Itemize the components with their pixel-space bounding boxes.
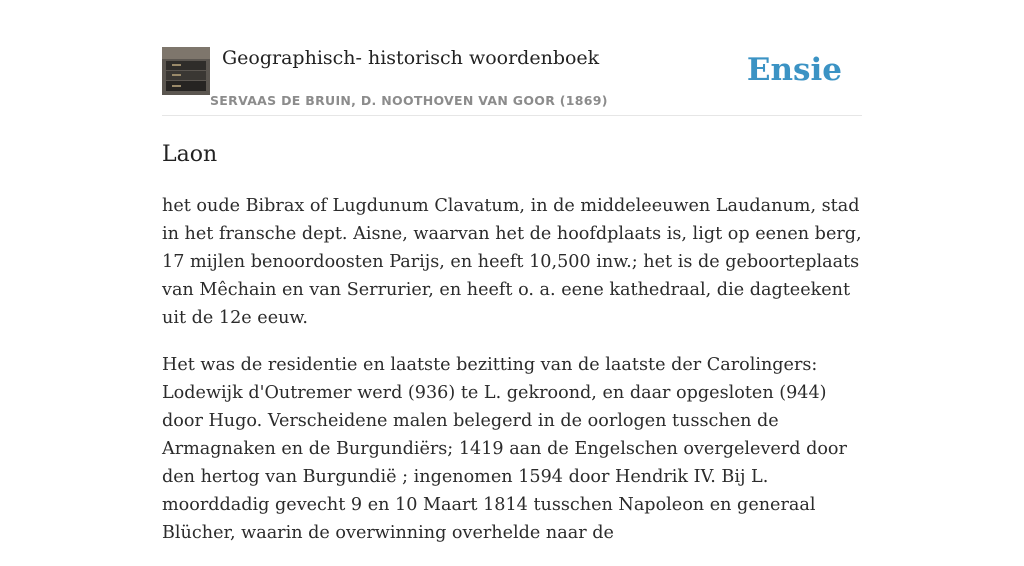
entry-paragraph: Het was de residentie en laatste bezitting van de laatste der Carolingers: Lodewijk d'Outremer werd (936) te L. gekroond, en daar opgesloten (944) door Hugo. Verscheidene malen belegerd in de oorlogen tusschen de Armagnaken en de Burgundiërs; 1419 aan de Engelschen overgeleverd door den hertog van Burgundië ; ingenomen 1594 door Hendrik IV. Bij L. moorddadig gevecht 9 en 10 Maart 1814 tusschen Napoleon en generaal Blücher, waarin de overwinning overhelde naar de — [162, 355, 847, 543]
book-stack-icon — [162, 47, 210, 95]
entry-body — [162, 192, 862, 566]
book-cover-avatar[interactable] — [162, 47, 210, 95]
entry-title: Laon — [162, 142, 218, 167]
entry-paragraph: het oude Bibrax of Lugdunum Clavatum, in de middeleeuwen Laudanum, stad in het fransche dept. Aisne, waarvan het de hoofdplaats is, ligt op eenen berg, 17 mijlen benoordoosten Parijs, en heeft 10,500 inw.; het is de geboorteplaats van Mêchain en van Serrurier, en heeft o. a. eene kathedraal, die dagteekent uit de 12e eeuw. — [162, 196, 862, 328]
book-title[interactable]: Geographisch- historisch woordenboek — [222, 47, 600, 69]
book-authors: SERVAAS DE BRUIN, D. NOOTHOVEN VAN GOOR (1869) — [210, 93, 608, 108]
ensie-logo[interactable]: Ensie — [746, 52, 842, 88]
book-header — [162, 46, 862, 116]
